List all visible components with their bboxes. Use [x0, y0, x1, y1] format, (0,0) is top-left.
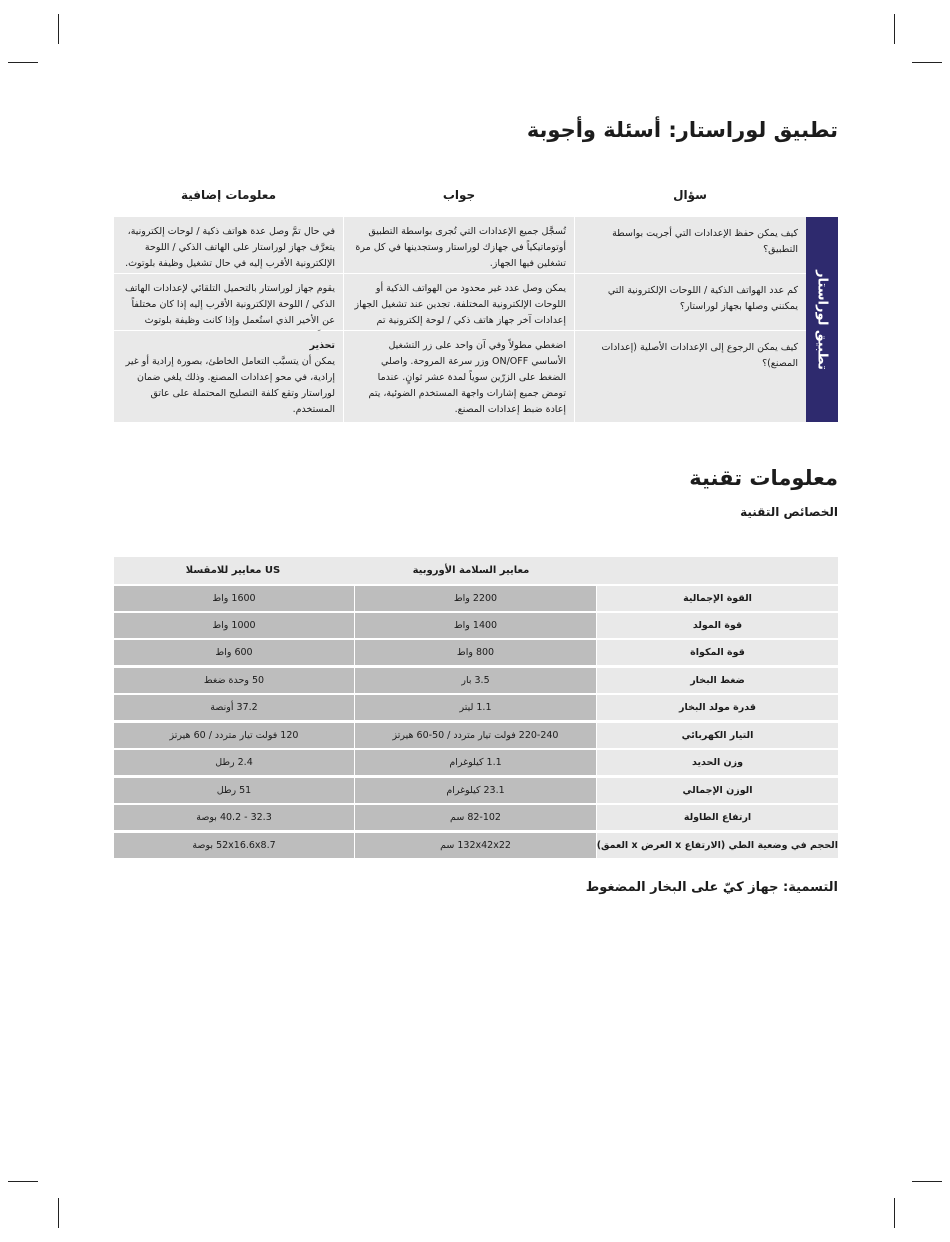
column-header-question: سؤال — [673, 188, 707, 202]
spec-row — [114, 723, 838, 748]
crop-mark — [8, 1181, 38, 1182]
spec-label: الحجم في وضعية الطي (الارتفاع x العرض x العمق) — [597, 833, 838, 858]
crop-mark — [894, 1198, 895, 1228]
column-header-eu: معايير السلامة الأوروبية — [412, 565, 530, 576]
crop-mark — [912, 1181, 942, 1182]
spec-label: القوة الإجمالية — [597, 586, 838, 611]
spec-row — [114, 778, 838, 803]
faq-side-label — [806, 217, 838, 422]
faq-answer: تُسجَّل جميع الإعدادات التي تُجرى بواسطة التطبيق أوتوماتيكياً في جهازك لوراستار وستجدينها في كل مرة تشغلين فيها الجهاز. — [344, 217, 574, 273]
tech-subtitle: الخصائص التقنية — [740, 505, 838, 519]
spec-table-header — [114, 557, 838, 584]
column-header-answer: جواب — [442, 188, 476, 202]
spec-value-us: 120 فولت تيار متردد / 60 هيرتز — [114, 723, 354, 748]
faq-row — [114, 331, 806, 422]
spec-row — [114, 695, 838, 720]
designation: التسمية: جهاز كيّ على البخار المضغوط — [585, 880, 838, 895]
faq-table — [114, 217, 838, 422]
crop-mark — [58, 1198, 59, 1228]
crop-mark — [8, 62, 38, 63]
spec-row — [114, 833, 838, 858]
spec-row — [114, 750, 838, 775]
spec-value-us: 32.3 - 40.2 بوصة — [114, 805, 354, 830]
spec-value-us: 52x16.6x8.7 بوصة — [114, 833, 354, 858]
spec-value-us: 1000 واط — [114, 613, 354, 638]
side-label-text: تطبيق لوراستار — [814, 269, 830, 370]
faq-answer: اضغطي مطولاً وفي آن واحد على زر التشغيل الأساسي ON/OFF وزر سرعة المروحة. واصلي الضغط على الزرّين سوياً لمدة عشر ثوانٍ. عندما تومض جميع إشارات واجهة المستخدم الضوئية، يتم إعادة ضبط إعدادات المصنع. — [344, 331, 574, 422]
spec-value-us: 51 رطل — [114, 778, 354, 803]
spec-label: قوة المكواة — [597, 640, 838, 665]
faq-row — [114, 217, 806, 273]
spec-value-eu: 220-240 فولت تيار متردد / 50-60 هيرتز — [355, 723, 596, 748]
crop-mark — [894, 14, 895, 44]
spec-row — [114, 640, 838, 665]
spec-label: ضغط البخار — [597, 668, 838, 693]
column-header-us: US معايير للامقسلا — [185, 565, 281, 576]
spec-label: الوزن الإجمالي — [597, 778, 838, 803]
spec-value-us: 600 واط — [114, 640, 354, 665]
faq-info-warning — [114, 331, 343, 422]
spec-value-us: 2.4 رطل — [114, 750, 354, 775]
spec-value-eu: 1.1 كيلوغرام — [355, 750, 596, 775]
warning-text: يمكن أن يتسبَّب التعامل الخاطئ، بصورة إرادية أو غير إرادية، في محو إعدادات المصنع. وذلك يلغي ضمان لوراستار وتقع كلفة التصليح المحتملة على عاتق المستخدم. — [125, 356, 335, 415]
spec-value-us: 50 وحدة ضغط — [114, 668, 354, 693]
spec-label: وزن الحديد — [597, 750, 838, 775]
spec-row — [114, 668, 838, 693]
spec-row — [114, 805, 838, 830]
spec-value-eu: 3.5 بار — [355, 668, 596, 693]
faq-question: كيف يمكن حفظ الإعدادات التي أجريت بواسطة التطبيق؟ — [575, 217, 806, 273]
warning-title: تحذير — [309, 340, 335, 351]
spec-value-eu: 2200 واط — [355, 586, 596, 611]
spec-value-eu: 132x42x22 سم — [355, 833, 596, 858]
faq-row — [114, 274, 806, 330]
spec-label: قدرة مولد البخار — [597, 695, 838, 720]
column-header-info: معلومات إضافية — [180, 188, 277, 202]
spec-value-eu: 82-102 سم — [355, 805, 596, 830]
faq-info: يقوم جهاز لوراستار بالتحميل التلقائي لإعدادات الهاتف الذكي / اللوحة الإلكترونية الأقرب إليه إذا كان مختلفاً عن الأخير الذي استُعمل وإذا كانت وظيفة بلوتوث — [114, 274, 343, 330]
spec-value-eu: 1.1 ليتر — [355, 695, 596, 720]
spec-label: قوة المولد — [597, 613, 838, 638]
spec-row — [114, 613, 838, 638]
spec-value-eu: 1400 واط — [355, 613, 596, 638]
spec-value-us: 37.2 أونصة — [114, 695, 354, 720]
faq-question: كيف يمكن الرجوع إلى الإعدادات الأصلية (إعدادات المصنع)؟ — [575, 331, 806, 422]
faq-info: في حال تمَّ وصل عدة هواتف ذكية / لوحات إلكترونية، يتعرَّف جهاز لوراستار على الهاتف الذكي / اللوحة الإلكترونية الأقرب إليه في حال تشغيل وظيفة بلوتوث. — [114, 217, 343, 273]
spec-row — [114, 586, 838, 611]
spec-value-eu: 23.1 كيلوغرام — [355, 778, 596, 803]
faq-question: كم عدد الهواتف الذكية / اللوحات الإلكترونية التي يمكنني وصلها بجهاز لوراستار؟ — [575, 274, 806, 330]
faq-answer: يمكن وصل عدد غير محدود من الهواتف الذكية أو اللوحات الإلكترونية المختلفة. تجدين عند تشغيل الجهاز إعدادات آخر جهاز هاتف ذكي / لوحة إلكترونية تم — [344, 274, 574, 330]
spec-label: ارتفاع الطاولة — [597, 805, 838, 830]
tech-title: معلومات تقنية — [689, 466, 838, 490]
crop-mark — [58, 14, 59, 44]
crop-mark — [912, 62, 942, 63]
spec-value-us: 1600 واط — [114, 586, 354, 611]
spec-value-eu: 800 واط — [355, 640, 596, 665]
spec-label: التيار الكهربائي — [597, 723, 838, 748]
faq-title: تطبيق لوراستار: أسئلة وأجوبة — [526, 118, 838, 142]
